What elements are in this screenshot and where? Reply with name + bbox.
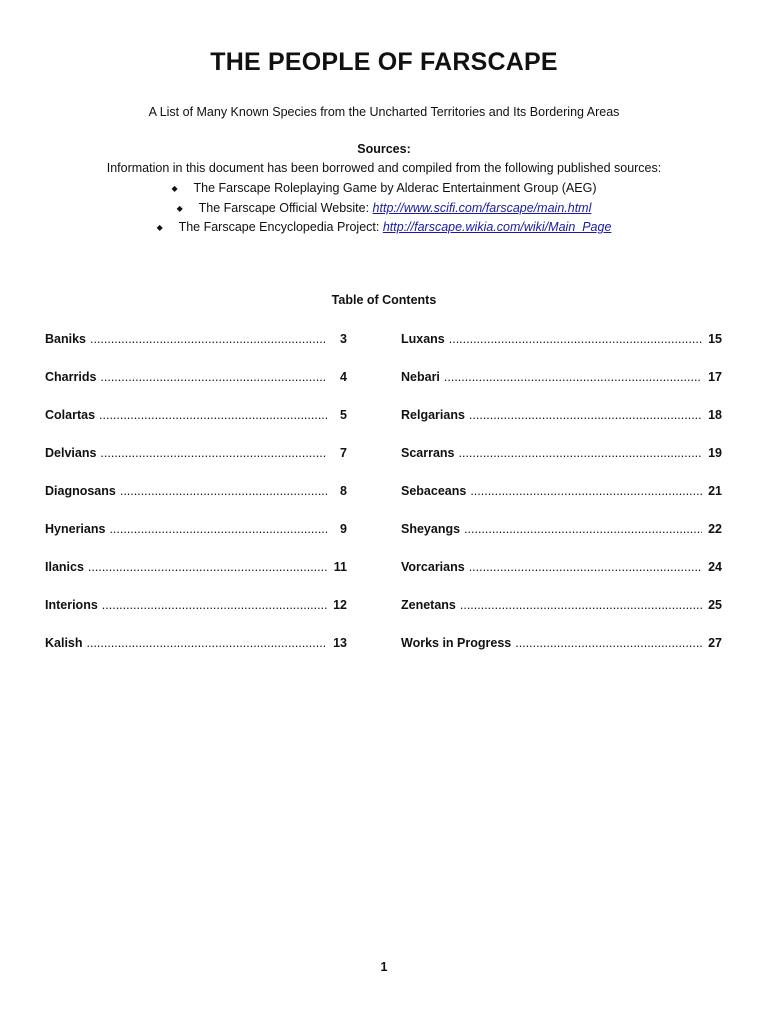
toc-entry[interactable] (45, 408, 347, 446)
toc-leader-dots (102, 598, 327, 612)
toc-entry-name: Zenetans (401, 598, 456, 612)
toc-left-column (45, 332, 347, 674)
toc-entry-page: 24 (708, 560, 722, 574)
toc-leader-dots (449, 332, 702, 346)
toc-entry-name: Kalish (45, 636, 83, 650)
toc-entry[interactable] (45, 636, 347, 674)
toc-entry[interactable] (401, 598, 722, 636)
toc-entry-name: Scarrans (401, 446, 455, 460)
toc-entry[interactable] (45, 332, 347, 370)
document-subtitle: A List of Many Known Species from the Uncharted Territories and Its Bordering Areas (148, 105, 620, 119)
toc-entry-page: 11 (333, 560, 347, 574)
toc-leader-dots (109, 522, 327, 536)
toc-entry-name: Colartas (45, 408, 96, 422)
toc-entry[interactable] (401, 332, 722, 370)
toc-entry-page: 18 (708, 408, 722, 422)
toc-entry-page: 21 (708, 484, 722, 498)
toc-entry-page: 17 (708, 370, 722, 384)
source-item (0, 218, 768, 238)
toc-entry[interactable] (401, 560, 722, 598)
toc-leader-dots (469, 560, 702, 574)
toc-entry-page: 13 (333, 636, 347, 650)
encyclopedia-link[interactable]: http://farscape.wikia.com/wiki/Main_Page (382, 220, 612, 234)
toc-entry-page: 19 (708, 446, 722, 460)
toc-entry[interactable] (45, 560, 347, 598)
toc-entry-page: 7 (340, 446, 347, 460)
toc-leader-dots (444, 370, 702, 384)
toc-leader-dots (100, 446, 327, 460)
source-text: The Farscape Roleplaying Game by Alderac Entertainment Group (AEG) (193, 181, 597, 195)
toc-entry-page: 27 (708, 636, 722, 650)
toc-entry-name: Nebari (401, 370, 440, 384)
toc-entry[interactable] (45, 370, 347, 408)
toc-leader-dots (99, 408, 327, 422)
toc-leader-dots (469, 408, 702, 422)
sources-heading: Sources: (357, 142, 411, 156)
toc-entry-name: Vorcarians (401, 560, 465, 574)
toc-entry-name: Sheyangs (401, 522, 461, 536)
document-title: THE PEOPLE OF FARSCAPE (210, 48, 558, 76)
toc-leader-dots (464, 522, 702, 536)
toc-leader-dots (100, 370, 327, 384)
toc-entry[interactable] (401, 522, 722, 560)
toc-leader-dots (90, 332, 327, 346)
toc-entry-name: Charrids (45, 370, 97, 384)
toc-entry[interactable] (45, 446, 347, 484)
toc-entry-name: Works in Progress (401, 636, 512, 650)
toc-entry[interactable] (401, 370, 722, 408)
sources-list (0, 179, 768, 238)
toc-leader-dots (515, 636, 702, 650)
toc-leader-dots (87, 636, 327, 650)
toc-entry[interactable] (45, 522, 347, 560)
toc-entry-name: Baniks (45, 332, 86, 346)
toc-entry-page: 15 (708, 332, 722, 346)
toc-leader-dots (120, 484, 327, 498)
toc-entry[interactable] (401, 446, 722, 484)
toc-entry-name: Delvians (45, 446, 97, 460)
toc-entry[interactable] (401, 408, 722, 446)
toc-entry-page: 25 (708, 598, 722, 612)
toc-entry-name: Relgarians (401, 408, 465, 422)
toc-entry-name: Ilanics (45, 560, 84, 574)
source-text: The Farscape Official Website: (198, 200, 373, 215)
scifi-website-link[interactable]: http://www.scifi.com/farscape/main.html (372, 200, 592, 215)
toc-entry[interactable] (45, 598, 347, 636)
diamond-bullet-icon: ◆ (171, 184, 178, 193)
toc-entry[interactable] (401, 636, 722, 674)
toc-entry-page: 5 (340, 408, 347, 422)
diamond-bullet-icon: ◆ (176, 203, 183, 213)
toc-entry-name: Sebaceans (401, 484, 467, 498)
toc-leader-dots (460, 598, 702, 612)
toc-entry[interactable] (401, 484, 722, 522)
toc-leader-dots (470, 484, 702, 498)
toc-leader-dots (88, 560, 327, 574)
sources-intro: Information in this document has been borrowed and compiled from the following published sources: (106, 161, 662, 175)
source-item (0, 199, 768, 219)
diamond-bullet-icon: ◆ (156, 223, 163, 232)
toc-entry-page: 8 (340, 484, 347, 498)
source-item (0, 179, 768, 199)
toc-entry-page: 22 (708, 522, 722, 536)
toc-heading: Table of Contents (331, 293, 437, 307)
toc-entry[interactable] (45, 484, 347, 522)
toc-entry-name: Interions (45, 598, 98, 612)
toc-leader-dots (459, 446, 702, 460)
page-number: 1 (380, 960, 388, 974)
toc-entry-page: 4 (340, 370, 347, 384)
source-text: The Farscape Encyclopedia Project: (178, 220, 383, 234)
toc-right-column (401, 332, 722, 674)
toc-entry-name: Hynerians (45, 522, 106, 536)
toc-entry-page: 3 (340, 332, 347, 346)
toc-entry-page: 12 (333, 598, 347, 612)
toc-entry-name: Diagnosans (45, 484, 116, 498)
toc-entry-name: Luxans (401, 332, 445, 346)
toc-entry-page: 9 (340, 522, 347, 536)
